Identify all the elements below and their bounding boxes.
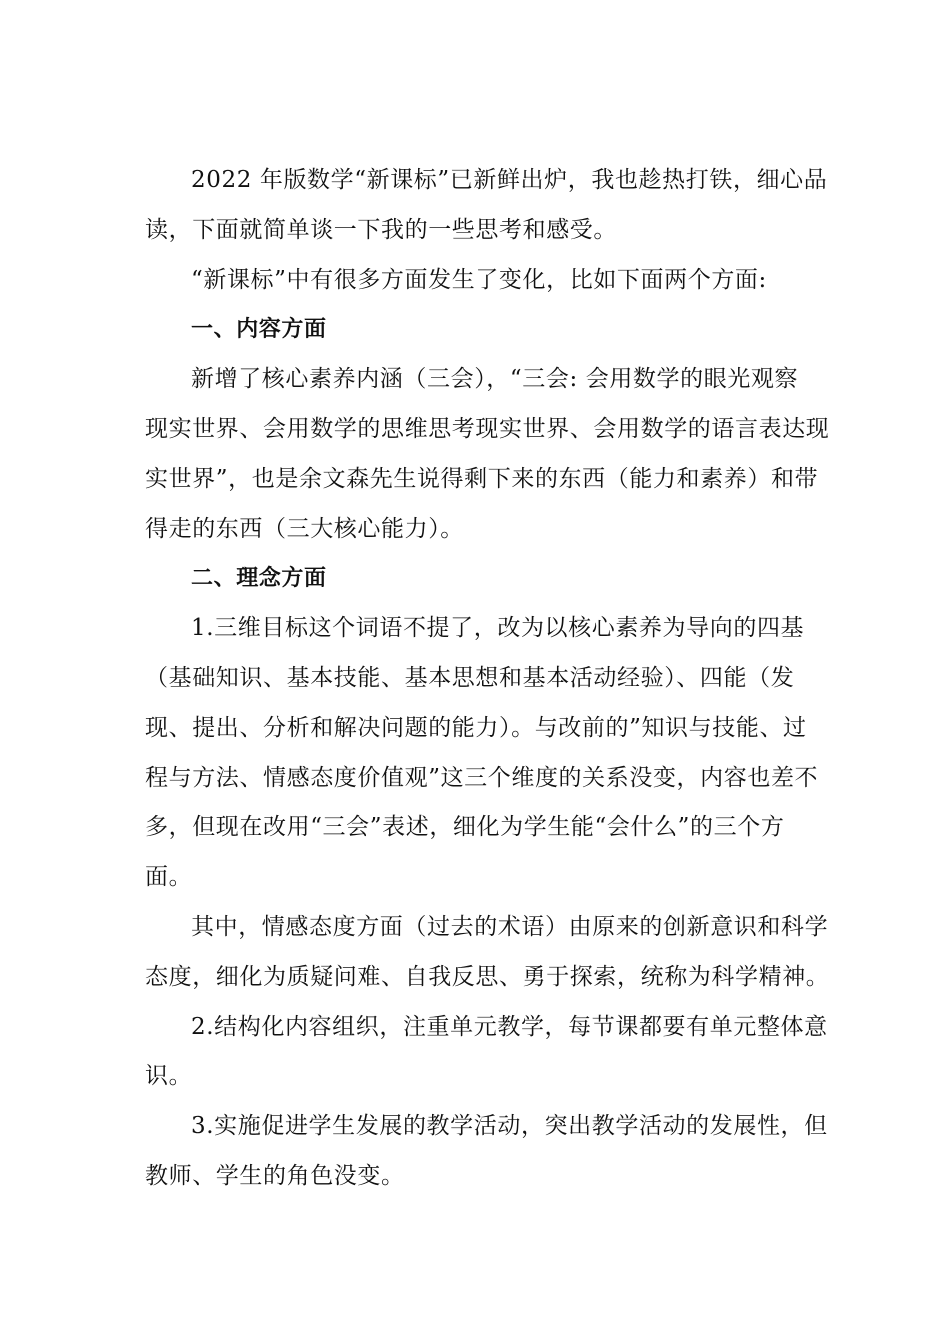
heading-text: 一、内容方面 (191, 317, 327, 343)
text-line: 程与方法、情感态度价值观”这三个维度的关系没变，内容也差不 (145, 764, 819, 791)
text-line: 现实世界、会用数学的思维思考现实世界、会用数学的语言表达现 (145, 415, 830, 442)
paragraph-intro (145, 156, 828, 256)
text-line: 2.结构化内容组织，注重单元教学，每节课都要有单元整体意 (191, 1013, 828, 1040)
text-line: 态度，细化为质疑问难、自我反思、勇于探索，统称为科学精神。 (145, 963, 830, 990)
text-line: 面。 (145, 864, 193, 891)
document-body (145, 156, 830, 1202)
heading-text: 二、理念方面 (191, 566, 327, 592)
paragraph-core-literacy (145, 355, 830, 554)
paragraph-point-2 (145, 1003, 828, 1103)
section-heading-content (145, 305, 795, 355)
text-line: 识。 (145, 1063, 193, 1090)
text-line: 其中，情感态度方面（过去的术语）由原来的创新意识和科学 (191, 913, 829, 940)
text-line: 1.三维目标这个词语不提了，改为以核心素养为导向的四基 (191, 615, 805, 642)
text-line: 得走的东西（三大核心能力）。 (145, 515, 464, 542)
text-line: 实世界”，也是余文森先生说得剩下来的东西（能力和素养）和带 (145, 465, 819, 492)
text-line: 新增了核心素养内涵（三会），“三会: 会用数学的眼光观察 (191, 366, 799, 393)
paragraph-overview (145, 256, 795, 306)
paragraph-emotion-attitude (145, 903, 830, 1003)
text-line: 2022 年版数学“新课标”已新鲜出炉，我也趁热打铁，细心品 (191, 167, 828, 193)
paragraph-point-3 (145, 1102, 828, 1202)
text-line: 多，但现在改用“三会”表述，细化为学生能“会什么”的三个方 (145, 814, 785, 841)
text-line: 现、提出、分析和解决问题的能力）。与改前的”知识与技能、过 (145, 714, 807, 741)
text-line: 3.实施促进学生发展的教学活动，突出教学活动的发展性，但 (191, 1113, 828, 1140)
text-line: “新课标”中有很多方面发生了变化，比如下面两个方面: (191, 266, 767, 293)
text-line: 读，下面就简单谈一下我的一些思考和感受。 (145, 216, 617, 243)
text-line: （基础知识、基本技能、基本思想和基本活动经验）、四能（发 (145, 664, 795, 691)
section-heading-philosophy (145, 554, 795, 604)
text-line: 教师、学生的角色没变。 (145, 1162, 405, 1189)
paragraph-point-1 (145, 604, 819, 903)
